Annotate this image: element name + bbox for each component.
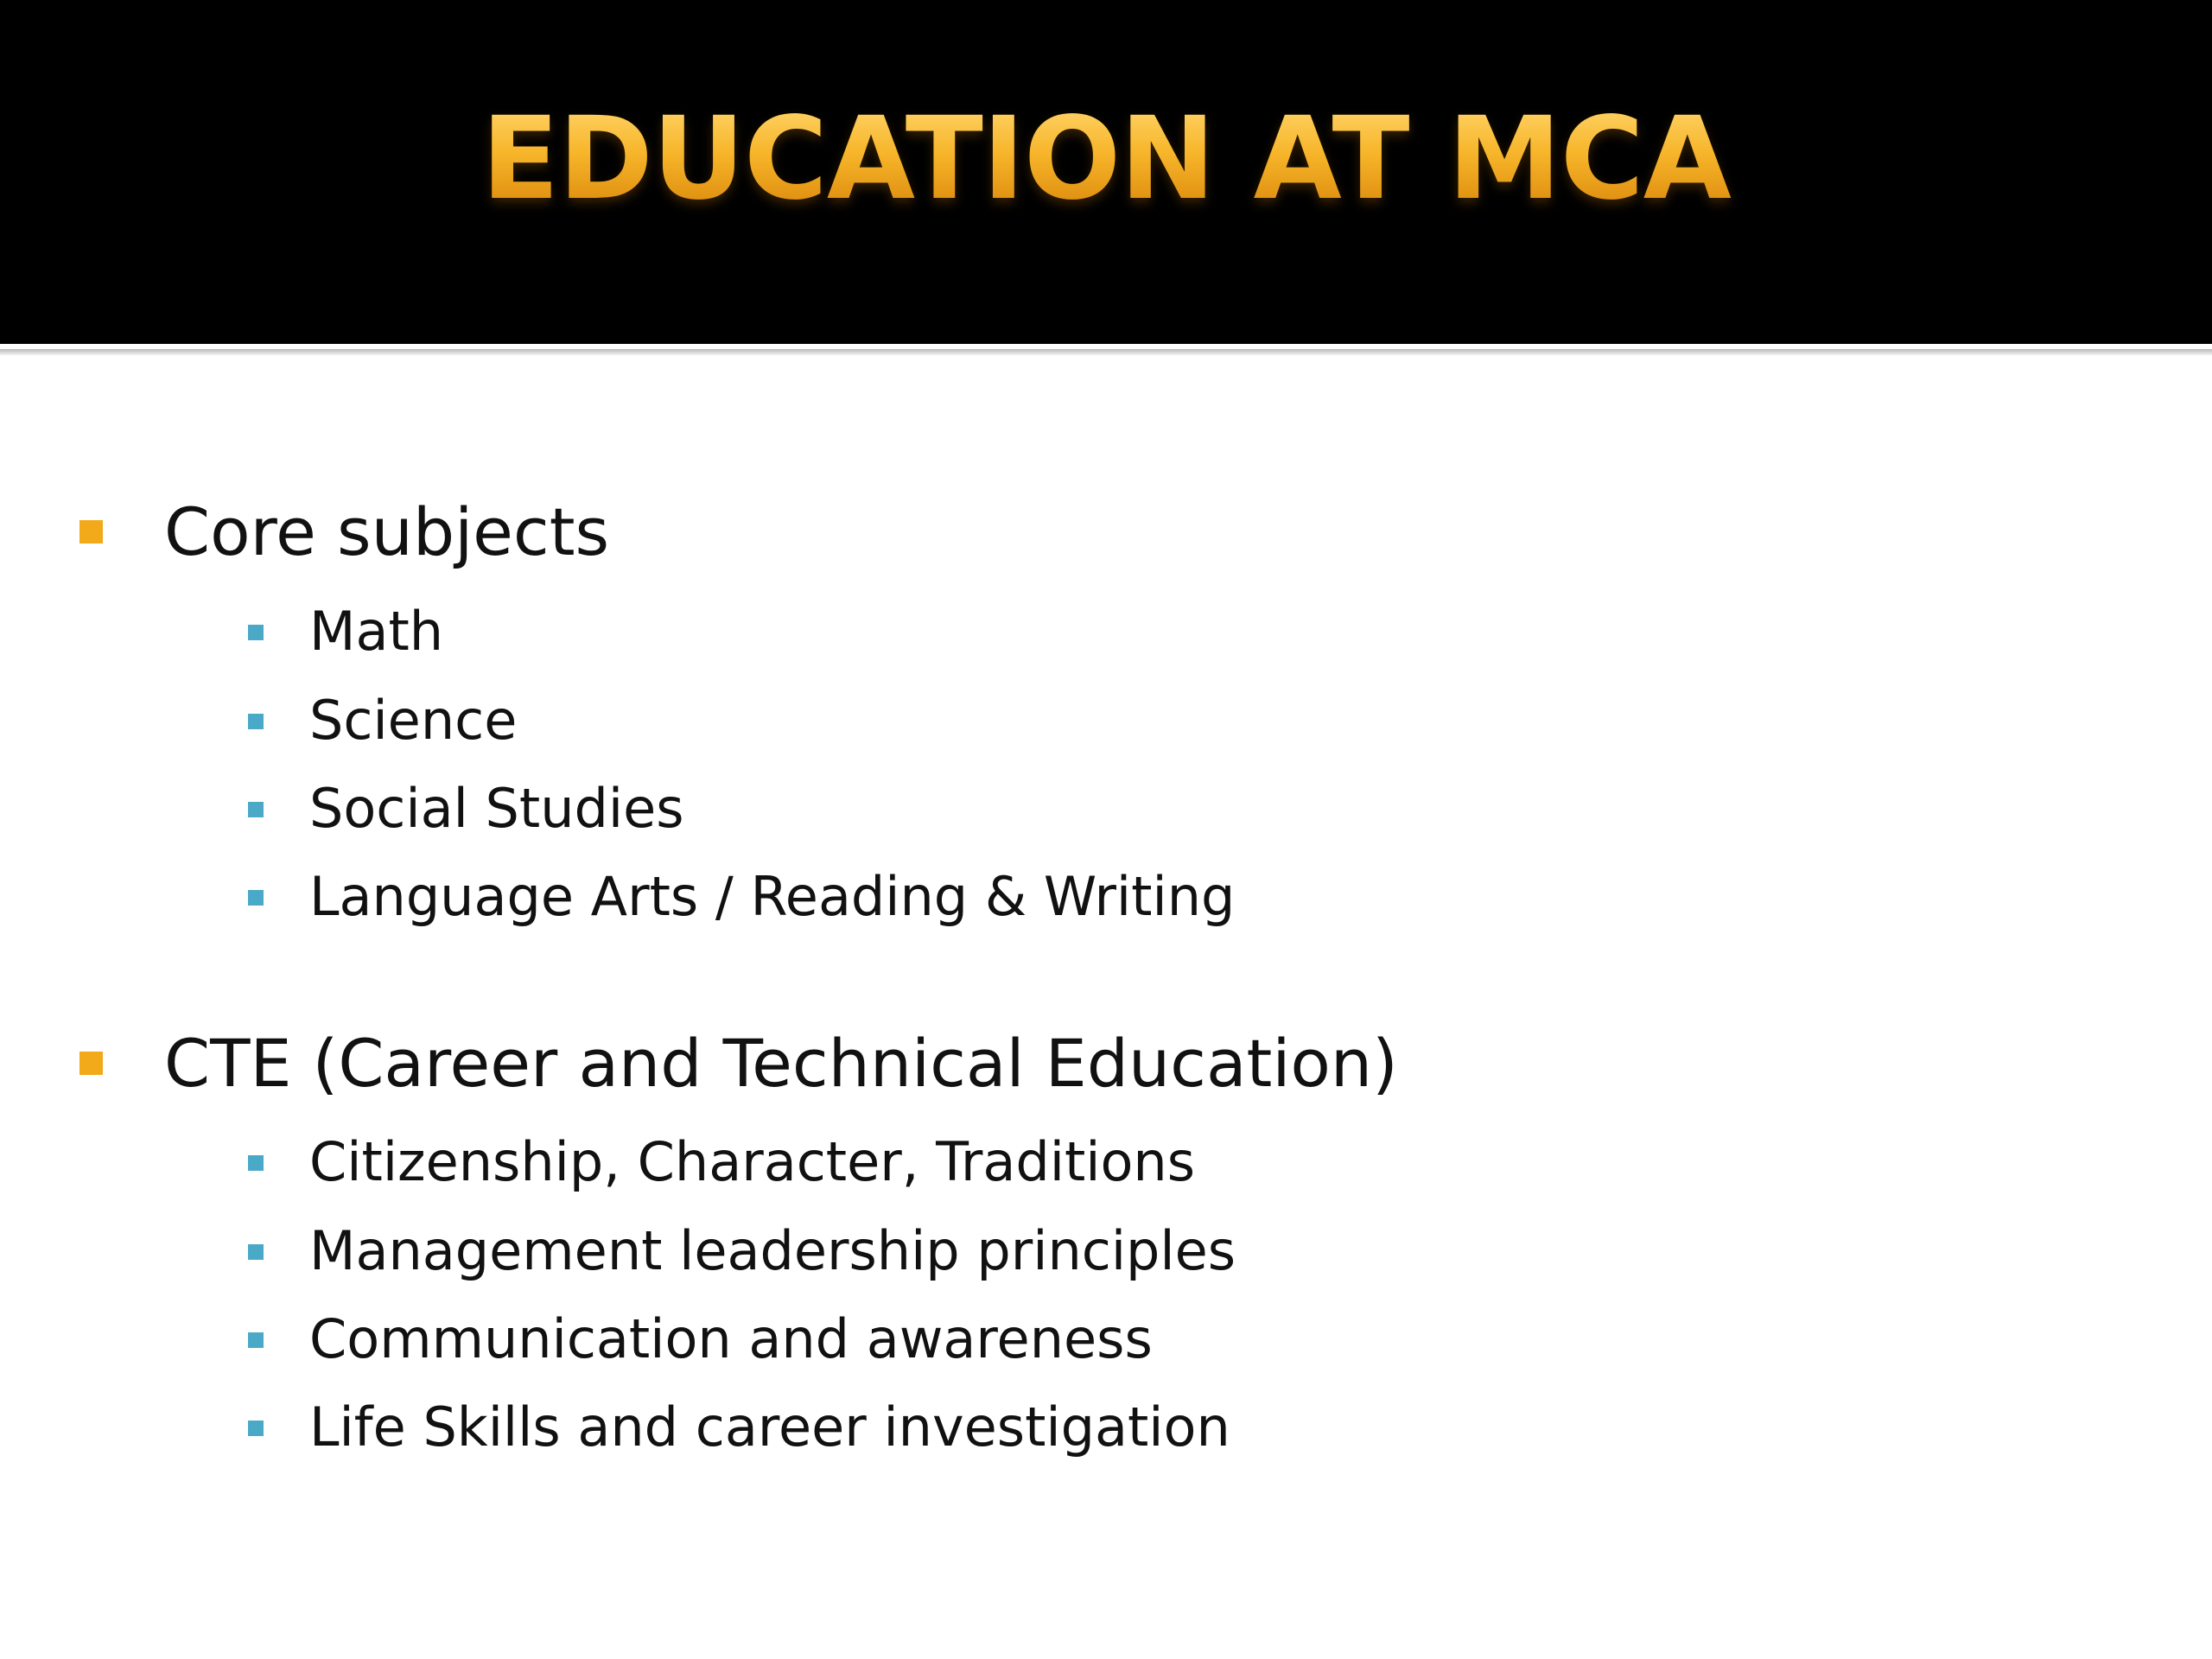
sub-bullet-text: Citizenship, Character, Traditions [309, 1130, 1196, 1193]
sub-bullet-life-skills [309, 1395, 1230, 1459]
sub-bullet-citizenship [309, 1130, 1196, 1193]
sub-bullet-math [309, 600, 444, 663]
bullet-cte [164, 1025, 1398, 1102]
sub-bullet-communication [309, 1307, 1153, 1370]
blue-square-bullet-icon [248, 1155, 264, 1171]
bullet-text: Core subjects [164, 493, 610, 570]
sub-bullet-text: Language Arts / Reading & Writing [309, 865, 1236, 928]
blue-square-bullet-icon [248, 1244, 264, 1260]
blue-square-bullet-icon [248, 714, 264, 729]
sub-bullet-social-studies [309, 777, 684, 840]
sub-bullet-language-arts [309, 865, 1236, 928]
blue-square-bullet-icon [248, 1421, 264, 1436]
blue-square-bullet-icon [248, 890, 264, 906]
sub-bullet-management [309, 1219, 1236, 1282]
blue-square-bullet-icon [248, 1332, 264, 1348]
slide-title: EDUCATION AT MCA [0, 102, 2212, 216]
sub-bullet-text: Communication and awareness [309, 1307, 1153, 1370]
bullet-text: CTE (Career and Technical Education) [164, 1025, 1398, 1102]
sub-bullet-science [309, 689, 518, 752]
sub-bullet-text: Math [309, 600, 444, 663]
orange-square-bullet-icon [79, 520, 103, 543]
sub-bullet-text: Management leadership principles [309, 1219, 1236, 1282]
sub-bullet-text: Social Studies [309, 777, 684, 840]
sub-bullet-text: Life Skills and career investigation [309, 1395, 1230, 1459]
orange-square-bullet-icon [79, 1052, 103, 1075]
blue-square-bullet-icon [248, 802, 264, 817]
blue-square-bullet-icon [248, 625, 264, 640]
sub-bullet-text: Science [309, 689, 518, 752]
bullet-core-subjects [164, 493, 610, 570]
